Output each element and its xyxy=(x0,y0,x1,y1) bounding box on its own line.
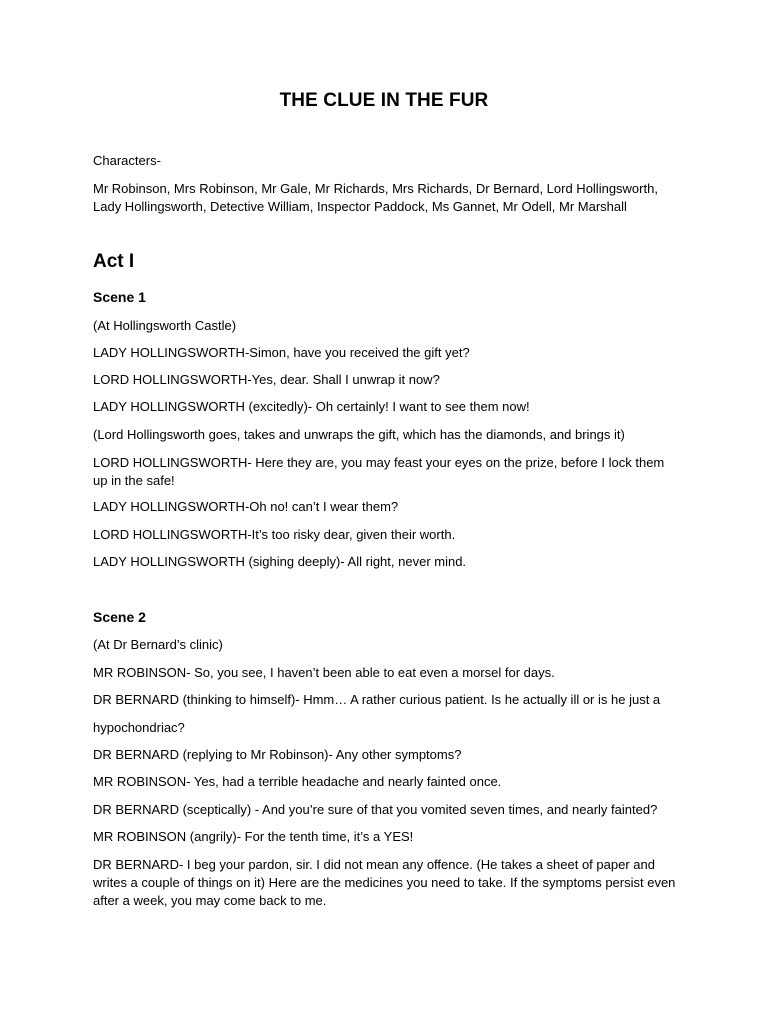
dialogue-line: DR BERNARD (replying to Mr Robinson)- Any other symptoms? xyxy=(93,747,462,762)
dialogue-line: LADY HOLLINGSWORTH (sighing deeply)- All right, never mind. xyxy=(93,554,467,569)
stage-direction: (At Dr Bernard’s clinic) xyxy=(93,637,223,652)
dialogue-line: DR BERNARD (thinking to himself)- Hmm… A rather curious patient. Is he actually ill or is he just a xyxy=(93,692,661,707)
stage-direction: (Lord Hollingsworth goes, takes and unwraps the gift, which has the diamonds, and brings it) xyxy=(93,427,625,442)
dialogue-line: DR BERNARD- I beg your pardon, sir. I did not mean any offence. (He takes a sheet of paper and writes a couple of things on it) Here are the medicines you need to take. If the symptoms persist even after a week, you may come back to me. xyxy=(93,857,676,908)
characters-list: Mr Robinson, Mrs Robinson, Mr Gale, Mr Richards, Mrs Richards, Dr Bernard, Lord Hollingsworth, Lady Hollingsworth, Detective William, Inspector Paddock, Ms Gannet, Mr Odell, Mr Marshall xyxy=(93,181,658,214)
dialogue-line: LORD HOLLINGSWORTH-Yes, dear. Shall I unwrap it now? xyxy=(93,372,440,387)
dialogue-line: LADY HOLLINGSWORTH (excitedly)- Oh certainly! I want to see them now! xyxy=(93,399,530,414)
dialogue-line: LORD HOLLINGSWORTH- Here they are, you may feast your eyes on the prize, before I lock them up in the safe! xyxy=(93,455,665,488)
act-heading: Act I xyxy=(93,251,135,272)
stage-direction: (At Hollingsworth Castle) xyxy=(93,318,237,333)
scene-2-heading: Scene 2 xyxy=(93,609,146,625)
dialogue-line: MR ROBINSON- So, you see, I haven’t been able to eat even a morsel for days. xyxy=(93,665,555,680)
dialogue-line: MR ROBINSON- Yes, had a terrible headache and nearly fainted once. xyxy=(93,774,502,789)
dialogue-line: DR BERNARD (sceptically) - And you’re sure of that you vomited seven times, and nearly fainted? xyxy=(93,802,658,817)
dialogue-line: hypochondriac? xyxy=(93,720,185,735)
dialogue-line: LADY HOLLINGSWORTH-Simon, have you received the gift yet? xyxy=(93,345,470,360)
scene-1-heading: Scene 1 xyxy=(93,289,146,305)
dialogue-line: LORD HOLLINGSWORTH-It’s too risky dear, given their worth. xyxy=(93,527,456,542)
characters-label: Characters- xyxy=(93,153,161,168)
dialogue-line: LADY HOLLINGSWORTH-Oh no! can’t I wear them? xyxy=(93,499,399,514)
dialogue-line: MR ROBINSON (angrily)- For the tenth time, it’s a YES! xyxy=(93,829,414,844)
document-title: THE CLUE IN THE FUR xyxy=(279,90,489,111)
